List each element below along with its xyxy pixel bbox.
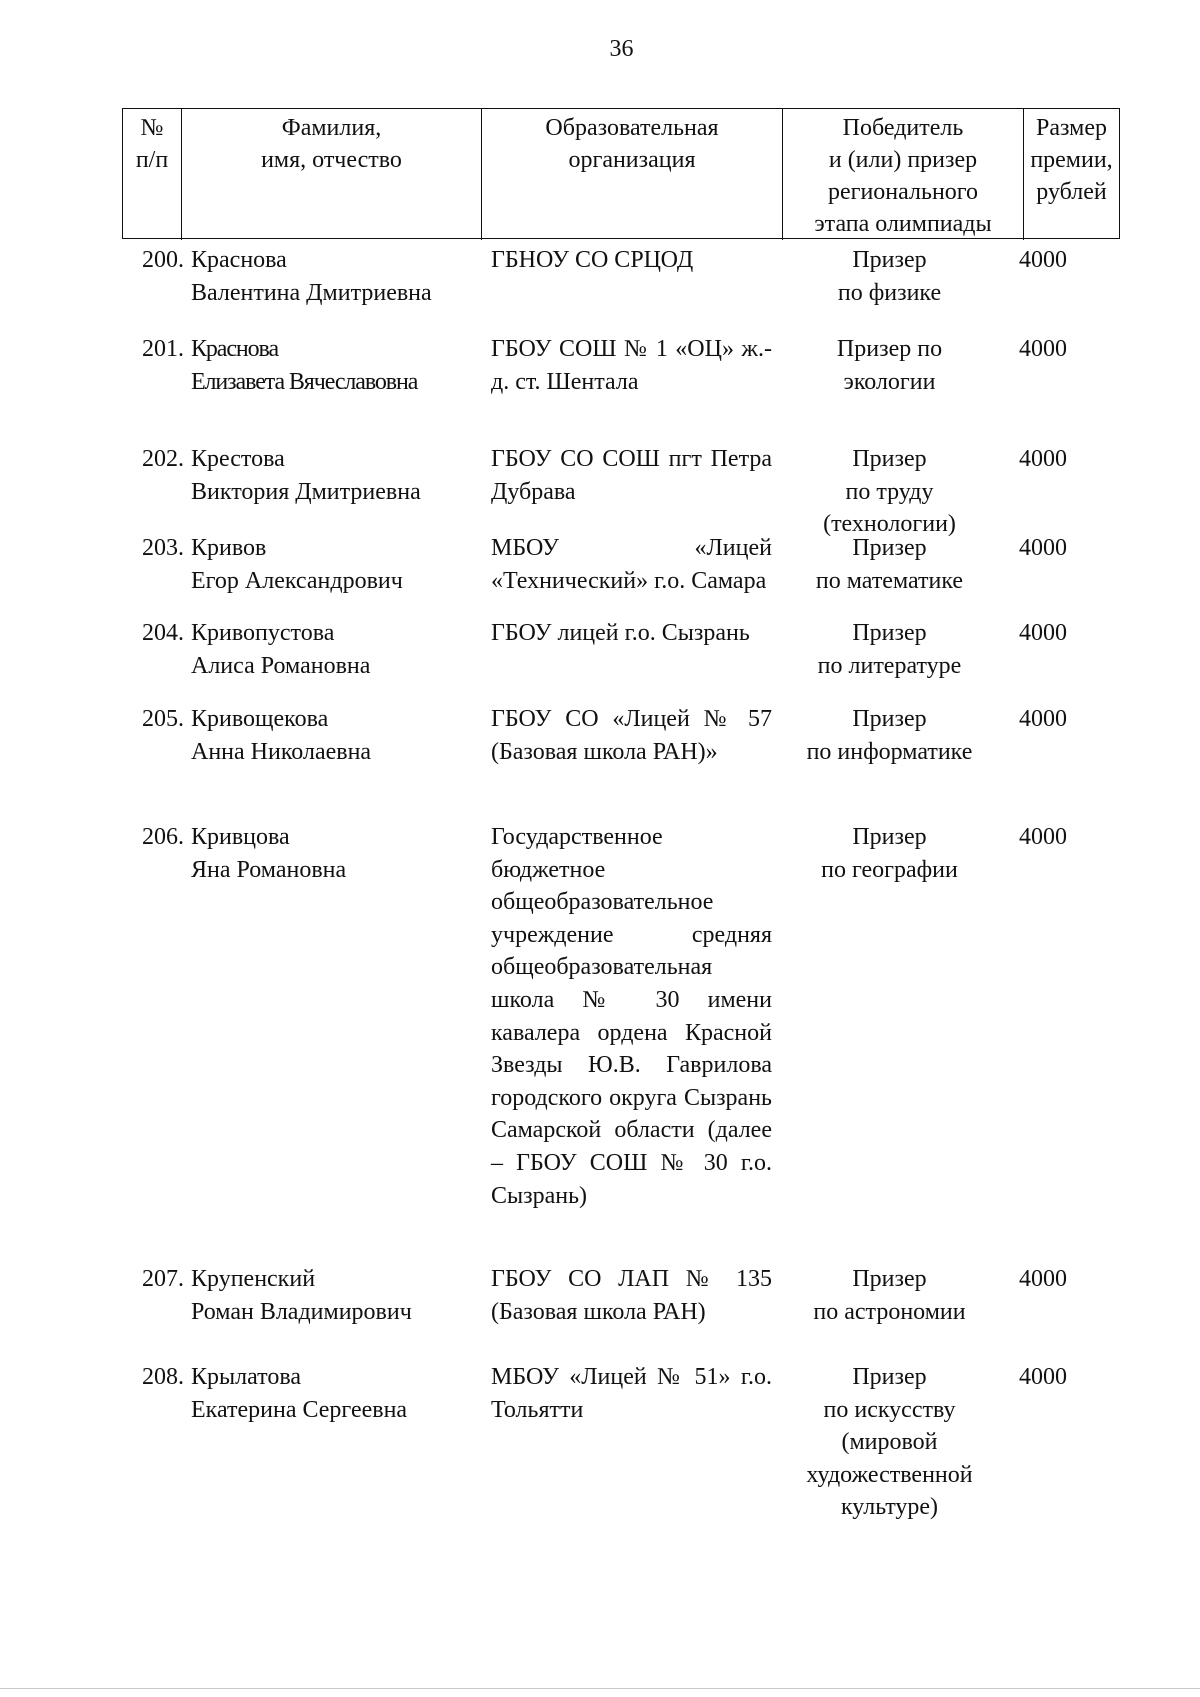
row-organization: ГБОУ СО СОШ пгт Петра Дубрава bbox=[491, 446, 772, 505]
table-row bbox=[0, 443, 1200, 538]
header-full-name: Фамилия, имя, отчество bbox=[182, 109, 482, 240]
page-number: 36 bbox=[609, 36, 634, 62]
table-row bbox=[0, 1263, 1200, 1361]
row-full-name-text: Краснова Елизавета Вячеславовна bbox=[191, 336, 418, 395]
header-number: № п/п bbox=[123, 109, 182, 240]
table-header bbox=[122, 108, 1120, 239]
row-number: 202. bbox=[142, 446, 184, 472]
row-prize-amount: 4000 bbox=[1019, 535, 1067, 561]
row-number: 203. bbox=[142, 535, 184, 561]
row-organization: ГБОУ СО «Лицей № 57 (Базовая школа РАН)» bbox=[491, 706, 772, 765]
row-prize-amount: 4000 bbox=[1019, 824, 1067, 850]
table-row bbox=[0, 703, 1200, 821]
row-organization: ГБНОУ СО СРЦОД bbox=[491, 247, 694, 273]
row-prize-amount: 4000 bbox=[1019, 446, 1067, 472]
row-winner-status: Призер по экологии bbox=[836, 336, 943, 395]
row-organization: МБОУ «Лицей «Технический» г.о. Самара bbox=[491, 535, 772, 594]
row-number: 200. bbox=[142, 247, 184, 273]
row-number: 204. bbox=[142, 620, 184, 646]
row-full-name: Крупенский Роман Владимирович bbox=[191, 1266, 412, 1325]
row-organization: ГБОУ лицей г.о. Сызрань bbox=[491, 620, 750, 646]
row-winner-status: Призер по астрономии bbox=[813, 1266, 966, 1325]
row-winner-status: Призер по физике bbox=[837, 247, 942, 306]
row-organization: ГБОУ СО ЛАП № 135 (Базовая школа РАН) bbox=[491, 1266, 772, 1325]
row-organization: Государственное бюджетное общеобразовательное учреждение средняя общеобразовательная школа № 30 имени кавалера ордена Красной Звезды Ю.В. Гаврилова городского округа Сызрань Самарской области (далее – ГБОУ СОШ № 30 г.о. Сызрань) bbox=[491, 824, 772, 1209]
table-row bbox=[0, 333, 1200, 443]
row-number: 208. bbox=[142, 1364, 184, 1390]
row-winner-status: Призер по информатике bbox=[806, 706, 973, 765]
row-full-name: Кривцова Яна Романовна bbox=[191, 824, 347, 883]
table-body bbox=[0, 244, 1200, 1531]
row-prize-amount: 4000 bbox=[1019, 620, 1067, 646]
table-row bbox=[0, 244, 1200, 333]
row-organization: ГБОУ СОШ № 1 «ОЦ» ж.-д. ст. Шентала bbox=[491, 336, 772, 395]
row-prize-amount: 4000 bbox=[1019, 1266, 1067, 1292]
row-number: 206. bbox=[142, 824, 184, 850]
table-row bbox=[0, 532, 1200, 617]
row-number: 205. bbox=[142, 706, 184, 732]
row-number: 201. bbox=[142, 336, 184, 362]
row-prize-amount: 4000 bbox=[1019, 336, 1067, 362]
row-winner-status: Призер по географии bbox=[821, 824, 958, 883]
row-winner-status: Призер по литературе bbox=[817, 620, 962, 679]
page-bottom-rule bbox=[0, 1688, 1200, 1689]
row-full-name: Краснова Валентина Дмитриевна bbox=[191, 247, 432, 306]
row-prize-amount: 4000 bbox=[1019, 247, 1067, 273]
row-full-name: Кривов Егор Александрович bbox=[191, 535, 403, 594]
header-winner-status: Победитель и (или) призер регионального этапа олимпиады bbox=[783, 109, 1024, 240]
row-number: 207. bbox=[142, 1266, 184, 1292]
row-prize-amount: 4000 bbox=[1019, 706, 1067, 732]
row-full-name: Крестова Виктория Дмитриевна bbox=[191, 446, 421, 505]
table-row bbox=[0, 821, 1200, 1263]
row-full-name: Кривощекова Анна Николаевна bbox=[191, 706, 372, 765]
header-organization: Образовательная организация bbox=[482, 109, 783, 240]
row-organization: МБОУ «Лицей № 51» г.о. Тольятти bbox=[491, 1364, 772, 1423]
row-full-name bbox=[191, 333, 491, 443]
row-prize-amount: 4000 bbox=[1019, 1364, 1067, 1390]
table-row bbox=[0, 617, 1200, 703]
row-winner-status: Призер по труду (технологии) bbox=[823, 446, 956, 538]
row-winner-status: Призер по математике bbox=[815, 535, 964, 594]
row-full-name: Кривопустова Алиса Романовна bbox=[191, 620, 371, 679]
header-prize-amount: Размер премии, рублей bbox=[1030, 115, 1113, 205]
row-full-name: Крылатова Екатерина Сергеевна bbox=[191, 1364, 408, 1423]
table-row bbox=[0, 1361, 1200, 1531]
row-winner-status: Призер по искусству (мировой художественной культуре) bbox=[806, 1364, 973, 1521]
